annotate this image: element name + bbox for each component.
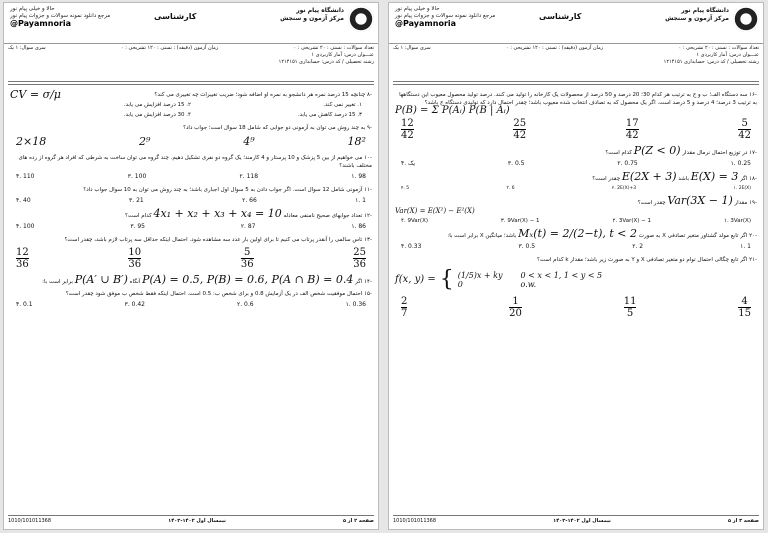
university-name: دانشگاه پیام نور مرکز آزمون و سنجش bbox=[665, 7, 729, 22]
question-16: -۱۶ سه دستگاه الف؛ ب و ج به ترتیب هر کدام 30؛ 20 درصد و 50 درصد از محصولات یک کارخانه را تولید می کنند. درصد تولید محصول معیوب این دستگاهها به ترتیب 3 درصد؛ 4 درصد و 5 درصد است. اگر یک محصول که به تصادف انتخاب شده معیوب باشد؛ چقدر احتمال دارد که تولیدی دستگاه ج باشد؟ P(B) = Σ P(Aᵢ) P(B | Aᵢ) bbox=[395, 92, 757, 116]
university-logo-icon bbox=[348, 6, 374, 32]
exam-page-2 bbox=[3, 2, 379, 530]
question-12: -۱۲ تعداد جوابهای صحیح نامنفی معادله 4x₁ + x₂ + x₃ + x₄ = 10 کدام است؟ bbox=[125, 207, 372, 220]
options-15[interactable]: ۱. 0.36 ۲. 0.6 ۳. 0.42 ۴. 0.1 bbox=[16, 301, 366, 308]
brand-block: حالا و خیلی پیام نور مرجع دانلود نمونه سوالات و جزوات پیام نور @Payamnoria bbox=[10, 6, 111, 28]
options-8[interactable]: ۱. تغییر نمی کند. ۲. 15 درصد افزایش می یابد. ۳. 15 درصد کاهش می یابد. ۴. 30 درصد افزایش می یابد. bbox=[123, 102, 362, 118]
question-8: -۸ چنانچه 15 درصد نمره هر دانشجو به نمره او اضافه شود؛ ضریب تغییرات چه تغییری می کند؟ CV = σ/μ bbox=[10, 88, 372, 101]
options-20[interactable]: ۱. 1 ۲. 2 ۳. 0.5 ۴. 0.33 bbox=[401, 243, 751, 250]
exam-info: تعداد سوالات : تستی : ۲۰ تشریحی : ۰ زمان آزمون (دقیقه) : تستی : ۱۲۰ تشریحی : ۰ سری سوال: ۱ یک عنـــوان درس: آمار کاربردی ۱ رشته تحصیلی / کد درس: حسابداری ۱۲۱۴۱۵۱ bbox=[8, 45, 374, 65]
question-15: -۱۵ احتمال موفقیت شخص الف در یک آزمایش 0.8 و برای شخص ب: 0.5 است. احتمال اینکه فقط شخص ب موفق شود چقدر است؟ bbox=[65, 291, 372, 297]
options-10[interactable]: ۱. 98 ۲. 118 ۳. 100 ۴. 110 bbox=[16, 173, 366, 180]
options-21[interactable]: $\frac{4}{15}$ $\frac{11}{5}$ $\frac{1}{20}$ $\frac{2}{7}$ bbox=[401, 296, 751, 319]
university-name: دانشگاه پیام نور مرکز آزمون و سنجش bbox=[280, 7, 344, 22]
question-18: -۱۸ اگر E(X) = 3 باشد E(2X + 3) چقدر است؟ bbox=[592, 170, 757, 183]
density-function: f(x, y) = { (1/5)x + ky 0 < x < 1, 1 < y < 5 0 o.w. bbox=[395, 267, 603, 292]
questions bbox=[10, 88, 372, 314]
questions bbox=[395, 91, 757, 325]
page-header bbox=[389, 3, 763, 44]
question-13: -۱۳ تاس سالمی را آنقدر پرتاب می کنیم تا برای اولین بار عدد سه مشاهده شود. احتمال اینکه حداقل سه پرتاب لازم باشد، چقدر است؟ bbox=[64, 237, 372, 243]
options-17[interactable]: ۱. 0.25 ۲. 0.75 ۳. 0.5 ۴. یک bbox=[401, 160, 751, 167]
options-12[interactable]: ۱. 86 ۲. 87 ۳. 95 ۴. 100 bbox=[16, 223, 366, 230]
divider bbox=[8, 81, 374, 85]
options-13[interactable]: $\frac{25}{36}$ $\frac{5}{36}$ $\frac{10}{36}$ $\frac{12}{36}$ bbox=[16, 247, 366, 270]
exam-page-3 bbox=[388, 2, 764, 530]
options-11[interactable]: ۱. 1 ۲. 66 ۳. 21 ۴. 40 bbox=[16, 197, 366, 204]
question-9: -۹ به چند روش می توان به آزمونی دو جوابی که شامل 18 سوال است؛ جواب داد؟ bbox=[183, 125, 372, 131]
question-14: -۱۴ اگر P(A) = 0.5, P(B) = 0.6, P(A ∩ B) = 0.4 آنگاه P(A′ ∪ B′) برابر است با: bbox=[42, 273, 372, 286]
options-9[interactable]: 18² 4⁹ 2⁹ 2×18 bbox=[16, 135, 366, 148]
brand-block: حالا و خیلی پیام نور مرجع دانلود نمونه سوالات و جزوات پیام نور @Payamnoria bbox=[395, 6, 496, 28]
degree-title: کارشناسی bbox=[539, 12, 582, 21]
question-21: -۲۱ اگر تابع چگالی احتمال توام دو متغیر تصادفی X و Y به صورت زیر باشد؛ مقدار k کدام است؟ bbox=[536, 257, 757, 263]
divider bbox=[393, 81, 759, 85]
university-logo-icon bbox=[733, 6, 759, 32]
question-10: -۱۰ می خواهیم از بین 5 پزشک و 10 پرستار و 4 کارمند؛ یک گروه دو نفری تشکیل دهیم. چند گروه می توان ساخت به شرطی که افراد هر گروه از رده های مختلف باشند؟ bbox=[18, 155, 372, 169]
question-17: -۱۷ در توزیع احتمال نرمال مقدار P(Z < 0) کدام است؟ bbox=[605, 144, 757, 157]
question-20: -۲۰ اگر تابع مولد گشتاور متغیر تصادفی X به صورت Mₓ(t) = 2/(2−t), t < 2 باشد؛ میانگین X برابر است با: bbox=[447, 227, 757, 240]
degree-title: کارشناسی bbox=[154, 12, 197, 21]
options-16[interactable]: $\frac{5}{42}$ $\frac{17}{42}$ $\frac{25}{42}$ $\frac{12}{42}$ bbox=[401, 118, 751, 141]
question-19: -۱۹ مقدار Var(3X − 1) چقدر است؟ Var(X) = E(X²) − E²(X) bbox=[395, 194, 757, 215]
page-header bbox=[4, 3, 378, 44]
options-18[interactable]: ۱. 2E(X) ۲. 2E(X)+3 ۳. 6 ۴. 5 bbox=[401, 186, 751, 191]
options-19[interactable]: ۱. 3Var(X) ۲. 3Var(X) − 1 ۳. 9Var(X) − 1 ۴. 9Var(X) bbox=[401, 218, 751, 224]
page-footer: 1010/101011368 نیمسال اول ۱۴۰۲-۱۴۰۳ صفحه ۲ از ۵ bbox=[8, 515, 374, 526]
page-footer: 1010/101011368 نیمسال اول ۱۴۰۲-۱۴۰۳ صفحه ۳ از ۵ bbox=[393, 515, 759, 526]
question-11: -۱۱ آزمونی شامل 12 سوال است. اگر جواب دادن به 5 سوال اول اجباری باشد؛ به چند روش می توان به 10 سوال جواب داد؟ bbox=[83, 187, 372, 193]
exam-info: تعداد سوالات : تستی : ۲۰ تشریحی : ۰ زمان آزمون (دقیقه) : تستی : ۱۲۰ تشریحی : ۰ سری سوال: ۱ یک عنـــوان درس: آمار کاربردی ۱ رشته تحصیلی / کد درس: حسابداری ۱۲۱۴۱۵۱ bbox=[393, 45, 759, 65]
